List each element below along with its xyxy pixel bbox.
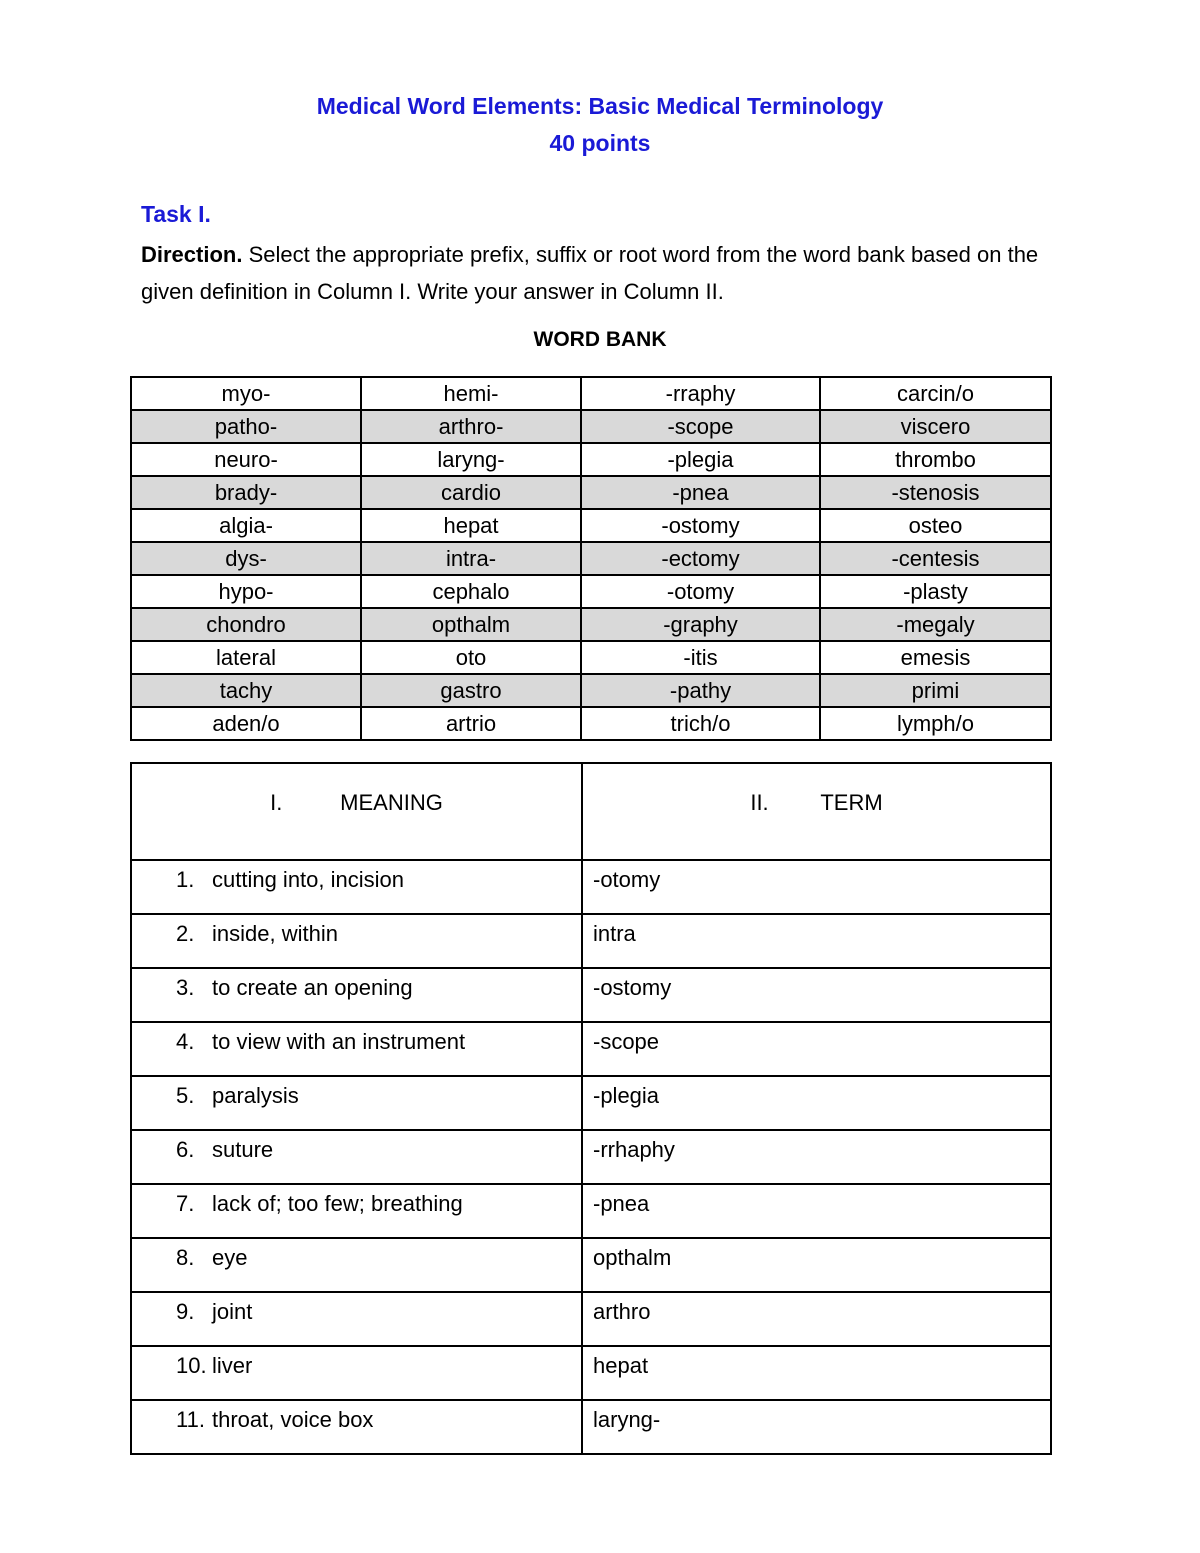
column-1-number: I. — [270, 790, 283, 815]
word-bank-row — [131, 509, 1051, 542]
term-cell: -rrhaphy — [582, 1130, 1051, 1184]
item-number: 2. — [176, 921, 195, 946]
word-bank-row — [131, 476, 1051, 509]
item-number: 7. — [176, 1191, 195, 1216]
word-bank-cell: -ostomy — [581, 509, 820, 542]
term-cell: -plegia — [582, 1076, 1051, 1130]
word-bank-cell: arthro- — [361, 410, 581, 443]
answer-row — [131, 1184, 1051, 1238]
column-2-number: II. — [750, 790, 769, 815]
word-bank-cell: -ectomy — [581, 542, 820, 575]
word-bank-cell: thrombo — [820, 443, 1051, 476]
word-bank-cell: aden/o — [131, 707, 361, 740]
word-bank-cell: brady- — [131, 476, 361, 509]
meaning-cell — [131, 1346, 582, 1400]
meaning-cell — [131, 1400, 582, 1454]
answer-table — [130, 762, 1052, 1455]
word-bank-cell: -pnea — [581, 476, 820, 509]
term-column-header — [582, 763, 1051, 860]
word-bank-cell: carcin/o — [820, 377, 1051, 410]
term-cell: arthro — [582, 1292, 1051, 1346]
word-bank-cell: myo- — [131, 377, 361, 410]
word-bank-cell: primi — [820, 674, 1051, 707]
answer-row — [131, 1346, 1051, 1400]
word-bank-heading: WORD BANK — [533, 328, 667, 351]
word-bank-cell: emesis — [820, 641, 1051, 674]
word-bank-cell: intra- — [361, 542, 581, 575]
word-bank-cell: oto — [361, 641, 581, 674]
meaning-text: joint — [212, 1299, 253, 1324]
answer-row — [131, 968, 1051, 1022]
meaning-cell — [131, 1022, 582, 1076]
answer-row — [131, 1400, 1051, 1454]
item-number: 8. — [176, 1245, 195, 1270]
word-bank-body — [131, 377, 1051, 740]
meaning-cell — [131, 1076, 582, 1130]
word-bank-cell: cardio — [361, 476, 581, 509]
word-bank-cell: dys- — [131, 542, 361, 575]
meaning-text: inside, within — [212, 921, 338, 946]
term-cell: hepat — [582, 1346, 1051, 1400]
task-label: Task I. — [141, 201, 211, 227]
answer-table-body — [131, 763, 1051, 1454]
word-bank-cell: gastro — [361, 674, 581, 707]
item-number: 5. — [176, 1083, 195, 1108]
answer-row — [131, 1076, 1051, 1130]
word-bank-cell: -otomy — [581, 575, 820, 608]
term-cell: -scope — [582, 1022, 1051, 1076]
answer-row — [131, 1238, 1051, 1292]
term-cell: -otomy — [582, 860, 1051, 914]
meaning-text: to view with an instrument — [212, 1029, 466, 1054]
word-bank-cell: -graphy — [581, 608, 820, 641]
word-bank-table — [130, 376, 1052, 741]
word-bank-cell: chondro — [131, 608, 361, 641]
word-bank-cell: -centesis — [820, 542, 1051, 575]
meaning-cell — [131, 1238, 582, 1292]
word-bank-cell: lymph/o — [820, 707, 1051, 740]
word-bank-row — [131, 674, 1051, 707]
meaning-text: cutting into, incision — [212, 867, 404, 892]
word-bank-cell: trich/o — [581, 707, 820, 740]
answer-row — [131, 1130, 1051, 1184]
meaning-text: lack of; too few; breathing — [212, 1191, 463, 1216]
column-2-label: TERM — [820, 790, 883, 815]
meaning-cell — [131, 860, 582, 914]
item-number: 4. — [176, 1029, 195, 1054]
item-number: 3. — [176, 975, 195, 1000]
term-cell: laryng- — [582, 1400, 1051, 1454]
item-number: 11. — [176, 1407, 205, 1432]
meaning-text: paralysis — [212, 1083, 299, 1108]
word-bank-cell: patho- — [131, 410, 361, 443]
points-text: 40 points — [549, 130, 651, 156]
page-title — [0, 88, 1200, 162]
word-bank-row — [131, 542, 1051, 575]
word-bank-row — [131, 641, 1051, 674]
word-bank-cell: -scope — [581, 410, 820, 443]
direction-paragraph — [141, 236, 1061, 310]
title-text: Medical Word Elements: Basic Medical Terminology — [316, 93, 884, 119]
word-bank-row — [131, 410, 1051, 443]
word-bank-cell: -itis — [581, 641, 820, 674]
meaning-text: eye — [212, 1245, 248, 1270]
item-number: 10. — [176, 1353, 207, 1378]
word-bank-cell: cephalo — [361, 575, 581, 608]
item-number: 1. — [176, 867, 195, 892]
meaning-text: liver — [212, 1353, 253, 1378]
answer-row — [131, 860, 1051, 914]
word-bank-cell: opthalm — [361, 608, 581, 641]
word-bank-row — [131, 608, 1051, 641]
meaning-cell — [131, 1184, 582, 1238]
word-bank-cell: -plasty — [820, 575, 1051, 608]
word-bank-cell: artrio — [361, 707, 581, 740]
answer-row — [131, 1022, 1051, 1076]
word-bank-row — [131, 707, 1051, 740]
word-bank-cell: neuro- — [131, 443, 361, 476]
meaning-cell — [131, 914, 582, 968]
item-number: 6. — [176, 1137, 195, 1162]
answer-row — [131, 1292, 1051, 1346]
term-cell: opthalm — [582, 1238, 1051, 1292]
word-bank-cell: -stenosis — [820, 476, 1051, 509]
word-bank-cell: hypo- — [131, 575, 361, 608]
meaning-cell — [131, 1292, 582, 1346]
word-bank-row — [131, 575, 1051, 608]
direction-text: Select the appropriate prefix, suffix or root word from the word bank based on the given definition in Column I. Write your answer in Column II. — [141, 242, 1039, 304]
word-bank-row — [131, 443, 1051, 476]
word-bank-cell: -megaly — [820, 608, 1051, 641]
direction-label: Direction. — [141, 242, 243, 267]
meaning-cell — [131, 1130, 582, 1184]
term-cell: -pnea — [582, 1184, 1051, 1238]
word-bank-cell: tachy — [131, 674, 361, 707]
answer-header-row — [131, 763, 1051, 860]
term-cell: intra — [582, 914, 1051, 968]
word-bank-cell: hemi- — [361, 377, 581, 410]
column-1-label: MEANING — [340, 790, 443, 815]
word-bank-cell: viscero — [820, 410, 1051, 443]
meaning-cell — [131, 968, 582, 1022]
word-bank-cell: -rraphy — [581, 377, 820, 410]
word-bank-cell: -pathy — [581, 674, 820, 707]
word-bank-cell: -plegia — [581, 443, 820, 476]
word-bank-cell: osteo — [820, 509, 1051, 542]
word-bank-cell: laryng- — [361, 443, 581, 476]
word-bank-cell: lateral — [131, 641, 361, 674]
meaning-column-header — [131, 763, 582, 860]
meaning-text: to create an opening — [212, 975, 413, 1000]
meaning-text: throat, voice box — [212, 1407, 374, 1432]
meaning-text: suture — [212, 1137, 274, 1162]
word-bank-cell: hepat — [361, 509, 581, 542]
answer-row — [131, 914, 1051, 968]
word-bank-cell: algia- — [131, 509, 361, 542]
item-number: 9. — [176, 1299, 195, 1324]
word-bank-row — [131, 377, 1051, 410]
term-cell: -ostomy — [582, 968, 1051, 1022]
